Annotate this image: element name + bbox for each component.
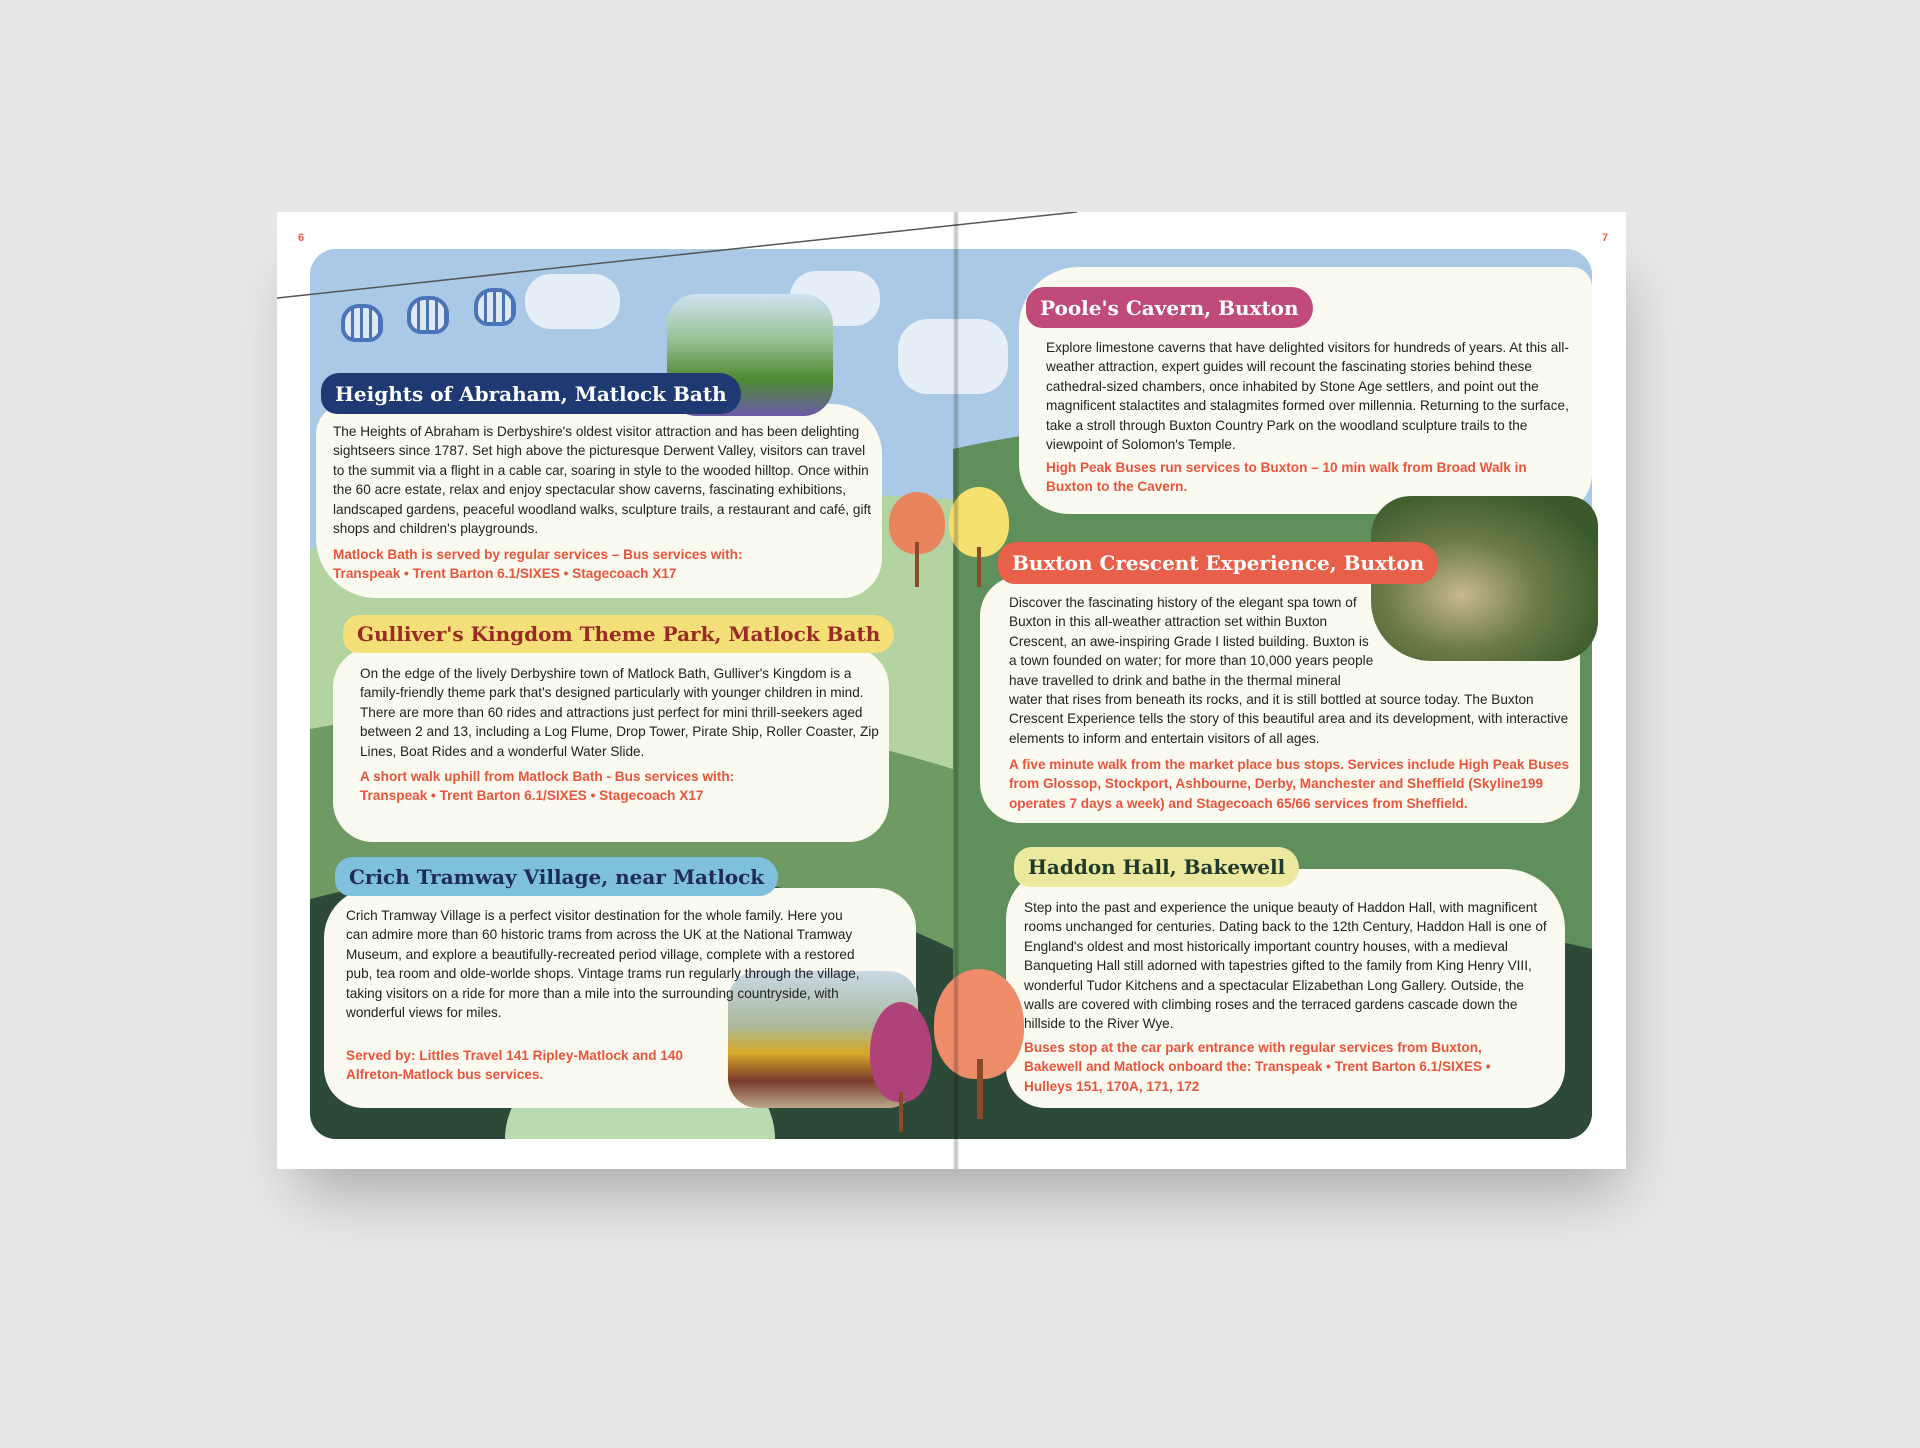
bus-info: A short walk uphill from Matlock Bath - Bus services with: Transpeak • Trent Barton 6.1/SIXES • Stagecoach X17 <box>360 769 735 804</box>
attraction-title: Buxton Crescent Experience, Buxton <box>998 542 1438 584</box>
tree-icon <box>870 1002 932 1132</box>
page-number-left: 6 <box>298 232 305 244</box>
attraction-title: Gulliver's Kingdom Theme Park, Matlock Bath <box>343 615 894 653</box>
attraction-title: Crich Tramway Village, near Matlock <box>335 857 778 896</box>
attraction-description: The Heights of Abraham is Derbyshire's oldest visitor attraction and has been delighting sightseers since 1787. Set high above the picturesque Derwent Valley, visitors can travel to the summit via a flight in a cable car, soaring in style to the wooded hilltop. Once within the 60 acre estate, relax and enjoy spectacular show caverns, fascinating exhibitions, landscaped gardens, peaceful woodland walks, sculpture trails, a restaurant and café, gift shops and children's playgrounds. <box>333 424 872 537</box>
attraction-description-text: Discover the fascinating history of the elegant spa town of Buxton in this all-weather attraction set within Buxton Crescent, an awe-inspiring Grade I listed building. Buxton is a town founded on water; for more than 10,000 years people have travelled to drink and bathe in the thermal mineral water that rises from beneath its rocks, and it is still bottled at source today. The Buxton Crescent Experience tells the story of this beautiful area and its development, with interactive elements to inform and entertain visitors of all ages. <box>1009 595 1569 746</box>
cable-car-gondola-icon <box>407 296 449 334</box>
attraction-title: Haddon Hall, Bakewell <box>1014 847 1299 887</box>
bus-info: Served by: Littles Travel 141 Ripley-Matlock and 140 Alfreton-Matlock bus services. <box>346 1048 683 1083</box>
page-number-right: 7 <box>1602 232 1609 244</box>
brochure-spread <box>277 212 1626 1169</box>
attraction-title: Heights of Abraham, Matlock Bath <box>321 373 741 414</box>
bus-info: Matlock Bath is served by regular services – Bus services with: Transpeak • Trent Barton 6.1/SIXES • Stagecoach X17 <box>333 547 743 582</box>
bus-info: A five minute walk from the market place bus stops. Services include High Peak Buses from Glossop, Stockport, Ashbourne, Derby, Manchester and Sheffield (Skyline199 operates 7 days a week) and Stagecoach 65/66 services from Sheffield. <box>1009 757 1570 811</box>
photo-wrap-spacer <box>1374 593 1574 671</box>
book-spine <box>953 212 959 1169</box>
attraction-description: Crich Tramway Village is a perfect visitor destination for the whole family. Here you can admire more than 60 historic trams from across the UK at the National Tramway Museum, and explore a beautifully-recreated period village, complete with a restored pub, tea room and olde-worlde shops. Vintage trams run regularly through the village, taking visitors on a ride for more than a mile into the surrounding countryside, with wonderful views for miles. <box>346 908 860 1021</box>
attraction-description <box>1009 593 1574 748</box>
bus-info: Buses stop at the car park entrance with regular services from Buxton, Bakewell and Matlock onboard the: Transpeak • Trent Barton 6.1/SIXES • Hulleys 151, 170A, 171, 172 <box>1024 1040 1491 1094</box>
attraction-description: On the edge of the lively Derbyshire town of Matlock Bath, Gulliver's Kingdom is a family-friendly theme park that's designed particularly with younger children in mind. There are more than 60 rides and attractions just perfect for mini thrill-seekers aged between 2 and 13, including a Log Flume, Drop Tower, Pirate Ship, Roller Coaster, Zip Lines, Boat Rides and a wonderful Water Slide. <box>360 666 879 759</box>
tree-icon <box>934 969 1024 1119</box>
tree-icon <box>889 492 945 587</box>
cable-car-gondola-icon <box>474 288 516 326</box>
attraction-description: Explore limestone caverns that have delighted visitors for hundreds of years. At this all-weather attraction, expert guides will recount the fascinating stories behind these cathedral-sized chambers, once inhabited by Stone Age settlers, and point out the magnificent stalactites and stalagmites formed over millennia. Returning to the surface, take a stroll through Buxton Country Park on the woodland sculpture trails to the viewpoint of Solomon's Temple. <box>1046 340 1569 453</box>
bus-info: High Peak Buses run services to Buxton – 10 min walk from Broad Walk in Buxton to the Cavern. <box>1046 460 1527 495</box>
attraction-title: Poole's Cavern, Buxton <box>1026 287 1313 328</box>
cable-car-gondola-icon <box>341 304 383 342</box>
attraction-description: Step into the past and experience the unique beauty of Haddon Hall, with magnificent rooms unchanged for centuries. Dating back to the 12th Century, Haddon Hall is one of England's oldest and most historically important country houses, with a medieval Banqueting Hall still adorned with tapestries gifted to the family from King Henry VIII, wonderful Tudor Kitchens and a spectacular Elizabethan Long Gallery. Outside, the walls are covered with climbing roses and the terraced gardens cascade down the hillside to the River Wye. <box>1024 900 1547 1032</box>
